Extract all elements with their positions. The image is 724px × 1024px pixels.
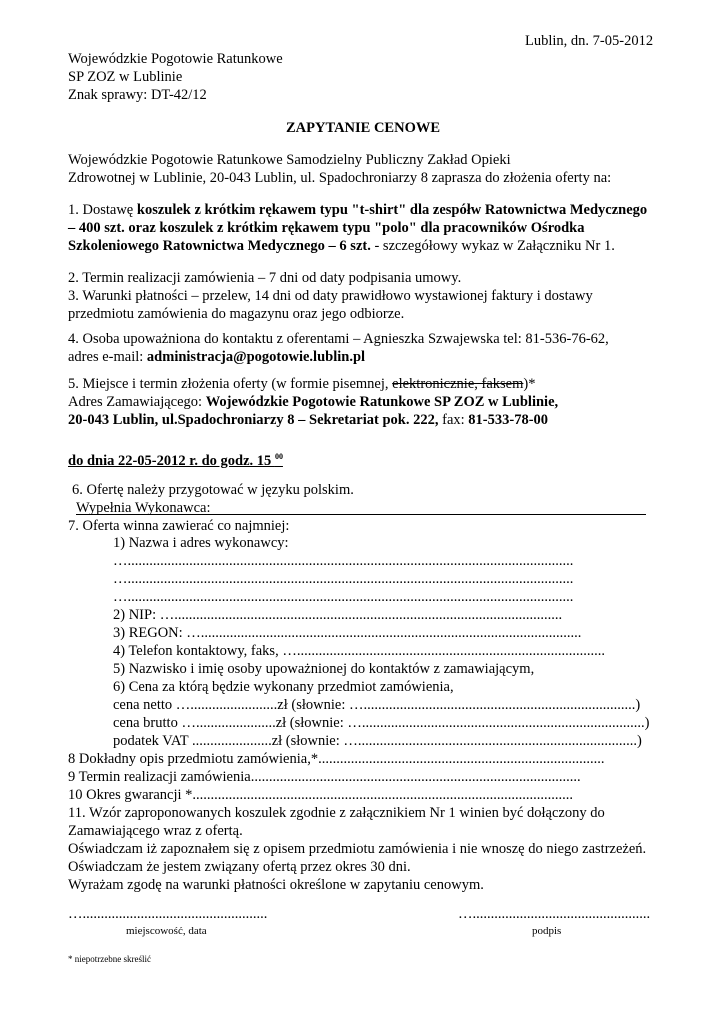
dots-line-3: …........................................................................................................................... bbox=[113, 589, 574, 605]
intro-line-2: Zdrowotnej w Lublinie, 20-043 Lublin, ul. Spadochroniarzy 8 zaprasza do złożenia oferty na: bbox=[68, 170, 612, 186]
declaration-3: Wyrażam zgodę na warunki płatności określone w zapytaniu cenowym. bbox=[68, 877, 484, 893]
item5-line-3 bbox=[68, 411, 548, 429]
field-net-price: cena netto …........................zł (słownie: …...........................................................................) bbox=[113, 697, 641, 713]
sender-unit: SP ZOZ w Lublinie bbox=[68, 69, 183, 85]
form-line-8: 8 Dokładny opis przedmiotu zamówienia,*............................................................................... bbox=[68, 751, 605, 767]
filler-label: Wypełnia Wykonawca: bbox=[76, 500, 211, 516]
document-title: ZAPYTANIE CENOWE bbox=[286, 120, 441, 136]
contact-email: administracja@pogotowie.lublin.pl bbox=[146, 349, 366, 365]
field-regon: 3) REGON: …......................................................................................................... bbox=[113, 625, 582, 641]
item1-line-3 bbox=[68, 237, 615, 255]
signature-place-dots: …................................................... bbox=[68, 906, 268, 922]
fax-number: 81-533-78-00 bbox=[468, 412, 549, 428]
form-line-6: 6. Ofertę należy przygotować w języku polskim. bbox=[72, 482, 354, 498]
deadline-minutes: 00 bbox=[274, 452, 283, 462]
form-line-9: 9 Termin realizacji zamówienia........................................................................................... bbox=[68, 769, 581, 785]
item4-line-1: 4. Osoba upoważniona do kontaktu z oferentami – Agnieszka Szwajewska tel: 81-536-76-62, bbox=[68, 331, 609, 347]
filler-line bbox=[76, 499, 646, 515]
item3-line-1: 3. Warunki płatności – przelew, 14 dni od daty prawidłowo wystawionej faktury i dostawy bbox=[68, 288, 593, 304]
address-name: Wojewódzkie Pogotowie Ratunkowe SP ZOZ w Lublinie, bbox=[205, 394, 559, 410]
item1-line-2: – 400 szt. oraz koszulek z krótkim rękawem typu "polo" dla pracowników Ośrodka bbox=[68, 220, 585, 236]
intro-line-1: Wojewódzkie Pogotowie Ratunkowe Samodzielny Publiczny Zakład Opieki bbox=[68, 152, 511, 168]
field-price-heading: 6) Cena za którą będzie wykonany przedmiot zamówienia, bbox=[113, 679, 454, 695]
item3-line-2: przedmiotu zamówienia do magazynu oraz jego odbiorze. bbox=[68, 306, 405, 322]
declaration-2: Oświadczam że jestem związany ofertą przez okres 30 dni. bbox=[68, 859, 411, 875]
field-nip: 2) NIP: …........................................................................................................... bbox=[113, 607, 563, 623]
item5-prefix: 5. Miejsce i termin złożenia oferty (w formie pisemnej, bbox=[68, 376, 393, 392]
form-line-11b: Zamawiającego wraz z ofertą. bbox=[68, 823, 243, 839]
field-name-address: 1) Nazwa i adres wykonawcy: bbox=[113, 535, 289, 551]
signature-place-label: miejscowość, data bbox=[126, 925, 207, 937]
item1-prefix: 1. Dostawę bbox=[68, 202, 137, 218]
date-line: Lublin, dn. 7-05-2012 bbox=[525, 33, 654, 49]
sender-name: Wojewódzkie Pogotowie Ratunkowe bbox=[68, 51, 283, 67]
form-line-7: 7. Oferta winna zawierać co najmniej: bbox=[68, 518, 290, 534]
deadline bbox=[68, 452, 283, 470]
item5-suffix: )* bbox=[523, 376, 536, 392]
item2: 2. Termin realizacji zamówienia – 7 dni od daty podpisania umowy. bbox=[68, 270, 462, 286]
field-phone: 4) Telefon kontaktowy, faks, …..................................................................................... bbox=[113, 643, 605, 659]
signature-sign-label: podpis bbox=[532, 925, 562, 937]
struck-option: elektronicznie, faksem bbox=[392, 376, 524, 392]
fax-label: fax: bbox=[438, 412, 469, 428]
declaration-1: Oświadczam iż zapoznałem się z opisem przedmiotu zamówienia i nie wnoszę do niego zastrzeżeń. bbox=[68, 841, 647, 857]
case-number: Znak sprawy: DT-42/12 bbox=[68, 87, 207, 103]
signature-sign-dots: …................................................. bbox=[458, 906, 651, 922]
deadline-text: do dnia 22-05-2012 r. do godz. 15 bbox=[68, 453, 275, 469]
field-gross-price: cena brutto …......................zł (słownie: …..............................................................................) bbox=[113, 715, 650, 731]
item1-bold-1: koszulek z krótkim rękawem typu "t-shirt" dla zespółw Ratownictwa Medycznego bbox=[136, 202, 648, 218]
dots-line-2: …........................................................................................................................... bbox=[113, 571, 574, 587]
item1-bold-3: Szkoleniowego Ratownictwa Medycznego – 6 szt. bbox=[68, 238, 371, 254]
footnote: * niepotrzebne skreślić bbox=[68, 954, 151, 964]
address-label: Adres Zamawiającego: bbox=[68, 394, 206, 410]
item1-suffix: - szczegółowy wykaz w Załączniku Nr 1. bbox=[370, 238, 615, 254]
item5-line-2 bbox=[68, 393, 558, 411]
item4-line-2 bbox=[68, 348, 365, 366]
email-label: adres e-mail: bbox=[68, 349, 147, 365]
dots-line-1: …........................................................................................................................... bbox=[113, 553, 574, 569]
field-contact-person: 5) Nazwisko i imię osoby upoważnionej do kontaktów z zamawiającym, bbox=[113, 661, 535, 677]
form-line-11a: 11. Wzór zaproponowanych koszulek zgodnie z załącznikiem Nr 1 winien być dołączony do bbox=[68, 805, 605, 821]
form-line-10: 10 Okres gwarancji *......................................................................................................... bbox=[68, 787, 574, 803]
item1-line-1 bbox=[68, 201, 647, 219]
address-street: 20-043 Lublin, ul.Spadochroniarzy 8 – Sekretariat pok. 222, bbox=[68, 412, 439, 428]
item5-line-1 bbox=[68, 375, 535, 393]
field-vat: podatek VAT ......................zł (słownie: ….............................................................................) bbox=[113, 733, 642, 749]
